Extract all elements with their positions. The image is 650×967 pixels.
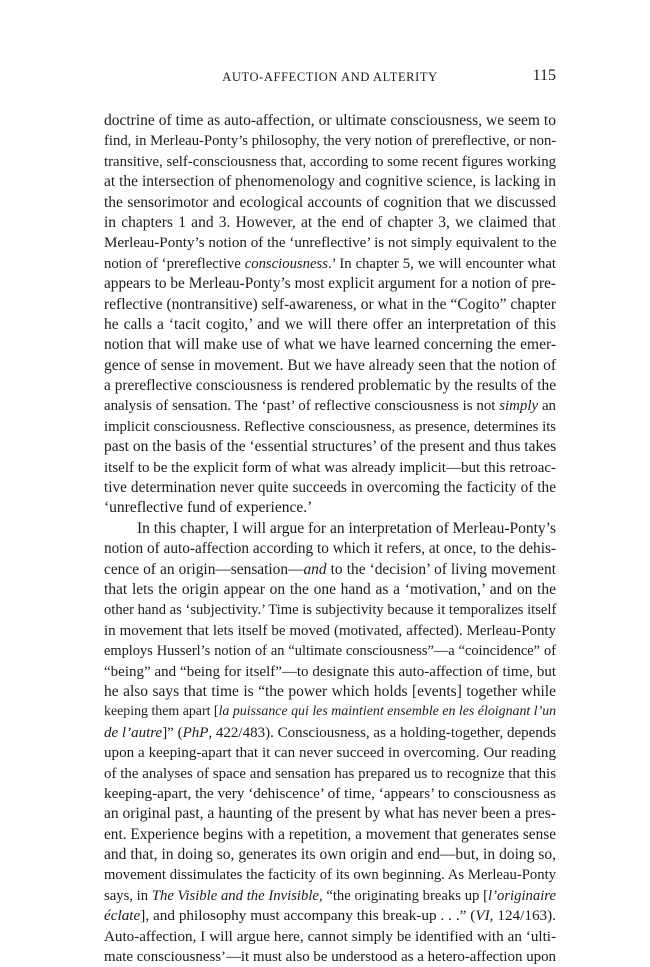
running-head: AUTO-AFFECTION AND ALTERITY (222, 70, 438, 84)
text-line (104, 845, 556, 865)
italic-text: la puissance qui les maintient ensemble en les éloignant l’un (218, 704, 557, 720)
text-line (104, 233, 556, 253)
text-run: ‘unreflective fund of experience.’ (104, 499, 313, 517)
text-run: reflective (nontransitive) self-awareness, or what in the “Cogito” chapter (104, 295, 556, 313)
text-line (104, 213, 556, 233)
text-run: , 124/163). (489, 907, 556, 925)
text-line (104, 947, 556, 967)
text-run: ], and philosophy must accompany this break-up . . .” ( (140, 907, 476, 925)
text-line (104, 886, 556, 906)
text-run: notion of auto-affection according to which it refers, at once, to the dehis- (104, 540, 556, 558)
text-line (104, 417, 556, 437)
text-run: gence of sense in movement. But we have already seen that the notion of (104, 356, 556, 374)
text-run: find, in Merleau-Ponty’s philosophy, the very notion of prereflective, or non- (104, 133, 557, 150)
text-run: notion that will make use of what we have learned concerning the emer- (104, 336, 556, 354)
text-run: keeping them apart [ (104, 704, 219, 720)
page-header (104, 66, 556, 90)
text-line (104, 111, 556, 131)
text-line (104, 764, 556, 784)
italic-text: simply (499, 398, 539, 415)
text-line (104, 172, 556, 192)
italic-text: éclate (104, 907, 141, 925)
text-run: and that, in doing so, generates its own origin and end—but, in doing so, (104, 846, 556, 864)
text-line (104, 356, 556, 376)
text-run: ent. Experience begins with a repetition, a movement that generates sense (104, 825, 556, 843)
text-line (104, 131, 556, 151)
text-run: Merleau-Ponty’s notion of the ‘unreflective’ is not simply equivalent to the (104, 235, 557, 252)
text-line (104, 662, 556, 682)
text-run: , “the originating breaks up [ (318, 887, 488, 904)
text-line (104, 193, 556, 213)
text-run: he also says that time is “the power which holds [events] together while (104, 682, 556, 700)
text-run: analysis of sensation. The ‘past’ of reflective consciousness is not (104, 398, 500, 415)
text-line (104, 396, 556, 416)
text-line (104, 519, 556, 539)
page-number: 115 (532, 67, 556, 84)
text-run: to the ‘decision’ of living movement (326, 560, 556, 578)
text-run: employs Husserl’s notion of an “ultimate consciousness”—a “coincidence” of (104, 643, 556, 660)
text-line (104, 295, 556, 315)
text-run: mate consciousness’—it must also be understood as a hetero-affection upon (104, 949, 556, 966)
text-line (104, 865, 556, 885)
text-line (104, 723, 556, 743)
text-run: movement dissimulates the facticity of its own beginning. As Merleau-Ponty (104, 867, 556, 884)
text-run: notion of ‘prereflective (104, 255, 245, 272)
italic-text: and (303, 560, 327, 578)
text-line (104, 152, 556, 172)
text-line (104, 580, 556, 600)
text-run: in movement that lets itself be moved (motivated, affected). Merleau-Ponty (104, 622, 556, 639)
italic-text: The Visible and the Invisible (151, 887, 319, 904)
text-run: a prereflective consciousness is rendered problematic by the results of the (104, 377, 556, 395)
italic-text: VI (475, 907, 490, 925)
text-run: keeping-apart, the very ‘dehiscence’ of time, ‘appears’ to consciousness as (104, 784, 556, 802)
text-run: other hand as ‘subjectivity.’ Time is subjectivity because it temporalizes itself (104, 602, 557, 619)
body-text (104, 111, 556, 967)
text-line (104, 682, 556, 702)
text-run: the sensorimotor and ecological accounts of cognition that we discussed (104, 193, 556, 211)
text-line (104, 498, 556, 518)
italic-text: l’originaire (488, 887, 556, 904)
text-run: upon a keeping-apart that it can never succeed in overcoming. Our reading (104, 745, 556, 762)
text-line (104, 335, 556, 355)
text-run: , 422/483). Consciousness, as a holding-together, depends (208, 724, 557, 741)
text-run: .’ In chapter 5, we will encounter what (327, 255, 556, 272)
text-run: appears to be Merleau-Ponty’s most explicit argument for a notion of pre- (104, 275, 556, 293)
text-run: In this chapter, I will argue for an interpretation of Merleau-Ponty’s (137, 519, 556, 537)
text-line (104, 621, 556, 641)
text-run: an (538, 398, 557, 415)
italic-text: PhP (182, 724, 209, 741)
text-line (104, 254, 556, 274)
text-line (104, 274, 556, 294)
text-run: at the intersection of phenomenology and cognitive science, is lacking in (104, 173, 556, 191)
text-line (104, 376, 556, 396)
text-run: doctrine of time as auto-affection, or ultimate consciousness, we seem to (104, 112, 556, 129)
text-line (104, 539, 556, 559)
text-run: implicit consciousness. Reflective consciousness, as presence, determines its (104, 418, 556, 435)
italic-text: de l’autre (104, 724, 163, 741)
text-line (104, 478, 556, 498)
text-line (104, 600, 556, 620)
text-line (104, 804, 556, 824)
text-run: cence of an origin—sensation— (104, 560, 304, 578)
text-line (104, 927, 556, 947)
italic-text: consciousness (244, 255, 328, 272)
text-line (104, 743, 556, 763)
text-line (104, 560, 556, 580)
text-run: transitive, self-consciousness that, according to some recent figures working (104, 153, 556, 170)
text-line (104, 906, 556, 926)
text-line (104, 458, 556, 478)
text-run: an original past, a haunting of the present by what has never been a pres- (104, 805, 556, 823)
text-line (104, 315, 556, 335)
text-run: itself to be the explicit form of what was already implicit—but this retroac- (104, 459, 556, 476)
text-run: “being” and “being for itself”—to designate this auto-affection of time, but (104, 663, 556, 680)
text-line (104, 641, 556, 661)
text-run: ]” ( (162, 724, 183, 741)
text-line (104, 825, 556, 845)
text-run: that lets the origin appear on the one hand as a ‘motivation,’ and on the (104, 580, 556, 598)
text-run: tive determination never quite succeeds in overcoming the facticity of the (104, 479, 556, 497)
text-run: in chapters 1 and 3. However, at the end of chapter 3, we claimed that (104, 213, 556, 231)
text-run: of the analyses of space and sensation has prepared us to recognize that this (104, 765, 556, 782)
text-run: Auto-affection, I will argue here, cannot simply be identified with an ‘ulti- (104, 928, 556, 945)
text-run: he calls a ‘tacit cogito,’ and we will there offer an interpretation of this (104, 315, 556, 333)
text-line (104, 437, 556, 457)
text-line (104, 702, 556, 722)
text-line (104, 784, 556, 804)
text-run: says, in (104, 887, 152, 904)
text-run: past on the basis of the ‘essential structures’ of the present and thus takes (104, 438, 557, 456)
